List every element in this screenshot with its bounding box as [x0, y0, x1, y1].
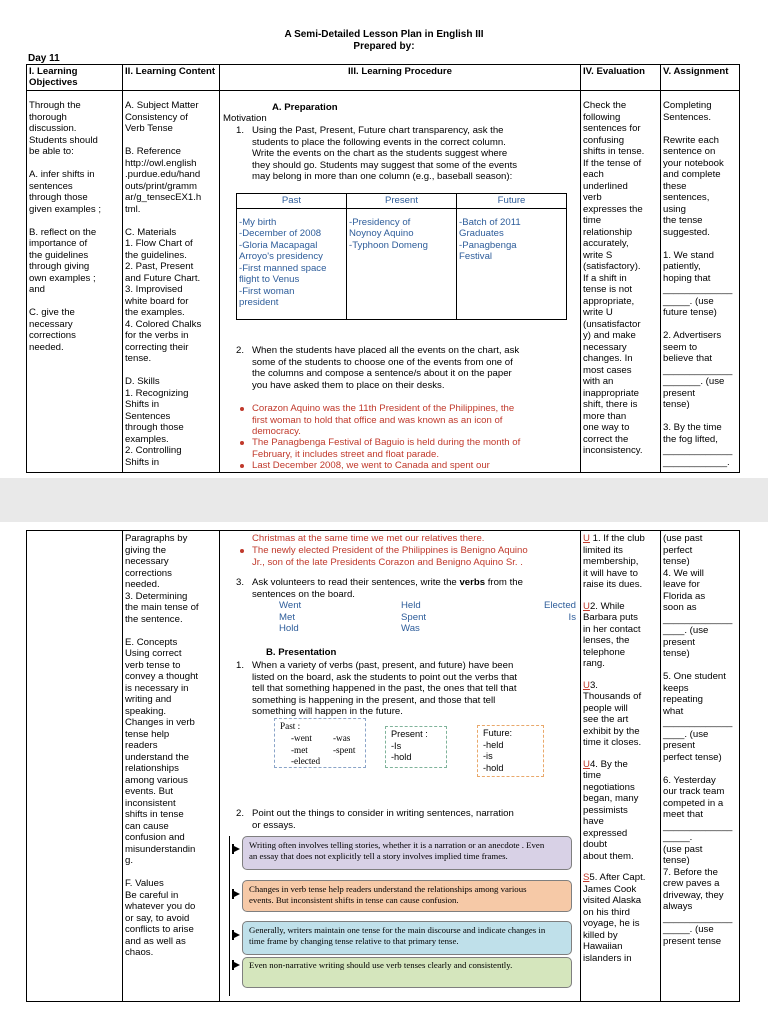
prepared-by: Prepared by:: [353, 41, 415, 52]
answer-mark: U: [583, 758, 590, 770]
content-text-continued: Paragraphs by giving the necessary corrections needed. 3. Determining the main tense of the sentence. E. Concepts Using correct verb tense to convey a thought is necessary in writing and speaking. Changes in verb tense help readers understand the relationships among various events. But inconsistent shifts in tense can cause confusion and misunderstandin g. F. Values Be careful in whatever you do or say, to avoid conflicts to arise and as well as chaos.: [125, 533, 199, 958]
evaluation-item-1: U 1. If the club limited its membership, it will have to raise its dues.: [583, 533, 645, 590]
document-title: A Semi-Detailed Lesson Plan in English III: [284, 29, 484, 40]
presentation-step-2-number: 2.: [236, 808, 245, 819]
lesson-plan-page-2: [0, 522, 768, 1024]
bullet-icon: [240, 549, 244, 553]
header-objectives: I. Learning Objectives: [27, 65, 123, 91]
header-procedure: III. Learning Procedure: [220, 65, 581, 91]
arrow-right-icon: [234, 962, 240, 968]
answer-mark: U: [583, 679, 590, 691]
lesson-plan-page-1: [0, 0, 768, 478]
presentation-step-1-text: When a variety of verbs (past, present, and future) have been listed on the board, ask the students to point out the verbs that tell that something happened in the past, the ones that tell that something is happening in the present, and those that tell something will happen in the future.: [252, 660, 518, 717]
guideline-3: Generally, writers maintain one tense for the main discourse and indicate changes in time frame by changing tense relative to that primary tense.: [242, 921, 572, 955]
example-sentence-3: Last December 2008, we went to Canada and spent our: [252, 460, 490, 472]
future-verbs-box: Future: -held -is -hold: [477, 725, 544, 777]
verbs-list-column-2: Held Spent Was: [401, 600, 427, 634]
day-label: Day 11: [28, 53, 60, 64]
past-verbs-box: Past : -went -met -elected -was -spent: [274, 718, 366, 768]
content-cell: [123, 91, 220, 473]
step-2-text: When the students have placed all the events on the chart, ask some of the students to choose one of the events from one of the columns and compose a sentence/s about it on the paper you have asked them to place on their desks.: [252, 345, 520, 391]
chart-header-past: Past: [237, 194, 347, 209]
step-3-text-line-2: sentences on the board.: [252, 589, 355, 600]
presentation-step-1-number: 1.: [236, 660, 245, 671]
evaluation-item-5: S5. After Capt. James Cook visited Alaska on his third voyage, he is killed by Hawaiian islanders in: [583, 872, 646, 964]
chart-present-events: -Presidency of Noynoy Aquino -Typhoon Domeng: [349, 216, 428, 251]
evaluation-item-3: U3. Thousands of people will see the art exhibit by the time it closes.: [583, 679, 642, 748]
arrow-right-icon: [234, 891, 240, 897]
evaluation-cell: [581, 91, 661, 473]
past-present-future-chart: [236, 193, 567, 320]
verbs-emphasis: verbs: [459, 577, 486, 588]
step-2-number: 2.: [236, 345, 245, 357]
assignment-cell: [661, 91, 740, 473]
content-text: A. Subject Matter Consistency of Verb Tense B. Reference http://owl.english .purdue.edu/hand outs/print/gramm ar/g_tensecEX1.h tml. C. Materials 1. Flow Chart of the guidelines. 2. Past, Present and Future Chart. 3. Improvised white board for the examples. 4. Colored Chalks for the verbs in correcting their tense. D. Skills 1. Recognizing Shifts in Sentences through those examples. 2. Controlling Shifts in: [125, 100, 202, 468]
evaluation-item-4: U4. By the time negotiations began, many pessimists have expressed doubt about them.: [583, 758, 639, 862]
answer-mark: U: [583, 533, 590, 544]
evaluation-item-2: U2. While Barbara puts in her contact lenses, the telephone rang.: [583, 600, 641, 669]
chart-header-present: Present: [347, 194, 457, 209]
header-assignment: V. Assignment: [661, 65, 740, 91]
presentation-step-2-text: Point out the things to consider in writing sentences, narration or essays.: [252, 808, 514, 831]
assignment-text: Completing Sentences. Rewrite each sentence on your notebook and complete these sentences, using the tense suggested. 1. We stand patiently, hoping that _____________ _____. (use future tense) 2. Advertisers seem to believe that _____________ _______. (use present tense) 3. By the time the fog lifted, _____________ ____________.: [663, 100, 733, 468]
bullet-icon: [240, 441, 244, 445]
step-3-number: 3.: [236, 577, 245, 588]
chart-past-events: -My birth -December of 2008 -Gloria Macapagal Arroyo's presidency -First manned space flight to Venus -First woman president: [239, 216, 327, 309]
header-evaluation: IV. Evaluation: [581, 65, 661, 91]
example-sentence-1: Corazon Aquino was the 11th President of the Philippines, the first woman to hold that office and was known as an icon of democracy.: [252, 403, 515, 438]
motivation-label: Motivation: [223, 113, 267, 125]
evaluation-text: Check the following sentences for confusing shifts in tense. If the tense of each underlined verb expresses the time relationship accurately, write S (satisfactory). If a shift in tense is not appropriate, write U (unsatisfactor y) and make necessary changes. In most cases with an inappropriate shift, there is more than one way to correct the inconsistency.: [583, 100, 645, 457]
example-sentence-3-continued: Christmas at the same time we met our relatives there.: [252, 533, 485, 544]
evaluation-cell-continued: [581, 531, 661, 1002]
lesson-plan-table: [26, 64, 740, 473]
page-gap: [0, 478, 768, 522]
guideline-1: Writing often involves telling stories, whether it is a narration or an anecdote . Even an essay that does not explicitly tell a story involves implied time frames.: [242, 836, 572, 870]
flowchart-line: [229, 836, 230, 996]
step-1-text: Using the Past, Present, Future chart transparency, ask the students to place the following events in the correct column. Write the events on the chart as the students suggest where they should go. Students may suggest that some of the events may belong in more than one column (e.g., baseball season):: [252, 125, 518, 183]
bullet-icon: [240, 407, 244, 411]
arrow-right-icon: [234, 932, 240, 938]
guideline-4: Even non-narrative writing should use verb tenses clearly and consistently.: [242, 957, 572, 988]
present-verbs-box: Present : -Is -hold: [385, 726, 447, 768]
objectives-cell: [27, 91, 123, 473]
assignment-cell-continued: [661, 531, 740, 1002]
objectives-text: Through the thorough discussion. Students should be able to: A. infer shifts in sentences through those given examples ; B. reflect on the importance of the guidelines through giving own examples ; and C. give the necessary corrections needed.: [29, 100, 101, 353]
answer-mark: S: [583, 872, 590, 883]
bullet-icon: [240, 464, 244, 468]
verbs-list-column-3: Elected Is: [544, 600, 576, 623]
verbs-list-column-1: Went Met Hold: [279, 600, 302, 634]
lesson-plan-table-continued: [26, 530, 740, 1002]
chart-future-events: -Batch of 2011 Graduates -Panagbenga Festival: [459, 216, 521, 263]
assignment-text-continued: (use past perfect tense) 4. We will leave for Florida as soon as _____________ ____. (use present tense) 5. One student keeps repeating what _____________ ____. (use present perfect tense) 6. Yesterday our track team competed in a meet that _____________ _____. (use past tense) 7. Before the crew paves a driveway, they always _____________ _____. (use present tense: [663, 533, 733, 947]
example-sentence-4: The newly elected President of the Philippines is Benigno Aquino Jr., son of the late Presidents Corazon and Benigno Aquino Sr. .: [252, 545, 528, 568]
procedure-cell: [220, 91, 581, 473]
content-cell-continued: [123, 531, 220, 1002]
answer-mark: U: [583, 600, 590, 612]
example-sentence-2: The Panagbenga Festival of Baguio is held during the month of February, it includes street and float parade.: [252, 437, 521, 460]
guideline-2: Changes in verb tense help readers understand the relationships among various events. But inconsistent shifts in tense can cause confusion.: [242, 880, 572, 912]
chart-header-future: Future: [457, 194, 567, 209]
procedure-cell-continued: [220, 531, 581, 1002]
presentation-heading: B. Presentation: [266, 647, 337, 658]
preparation-heading: A. Preparation: [272, 102, 338, 114]
header-content: II. Learning Content: [123, 65, 220, 91]
step-3-text: Ask volunteers to read their sentences, write the verbs from the: [252, 577, 523, 588]
step-1-number: 1.: [236, 125, 245, 137]
objectives-cell-continued: [27, 531, 123, 1002]
arrow-right-icon: [234, 846, 240, 852]
